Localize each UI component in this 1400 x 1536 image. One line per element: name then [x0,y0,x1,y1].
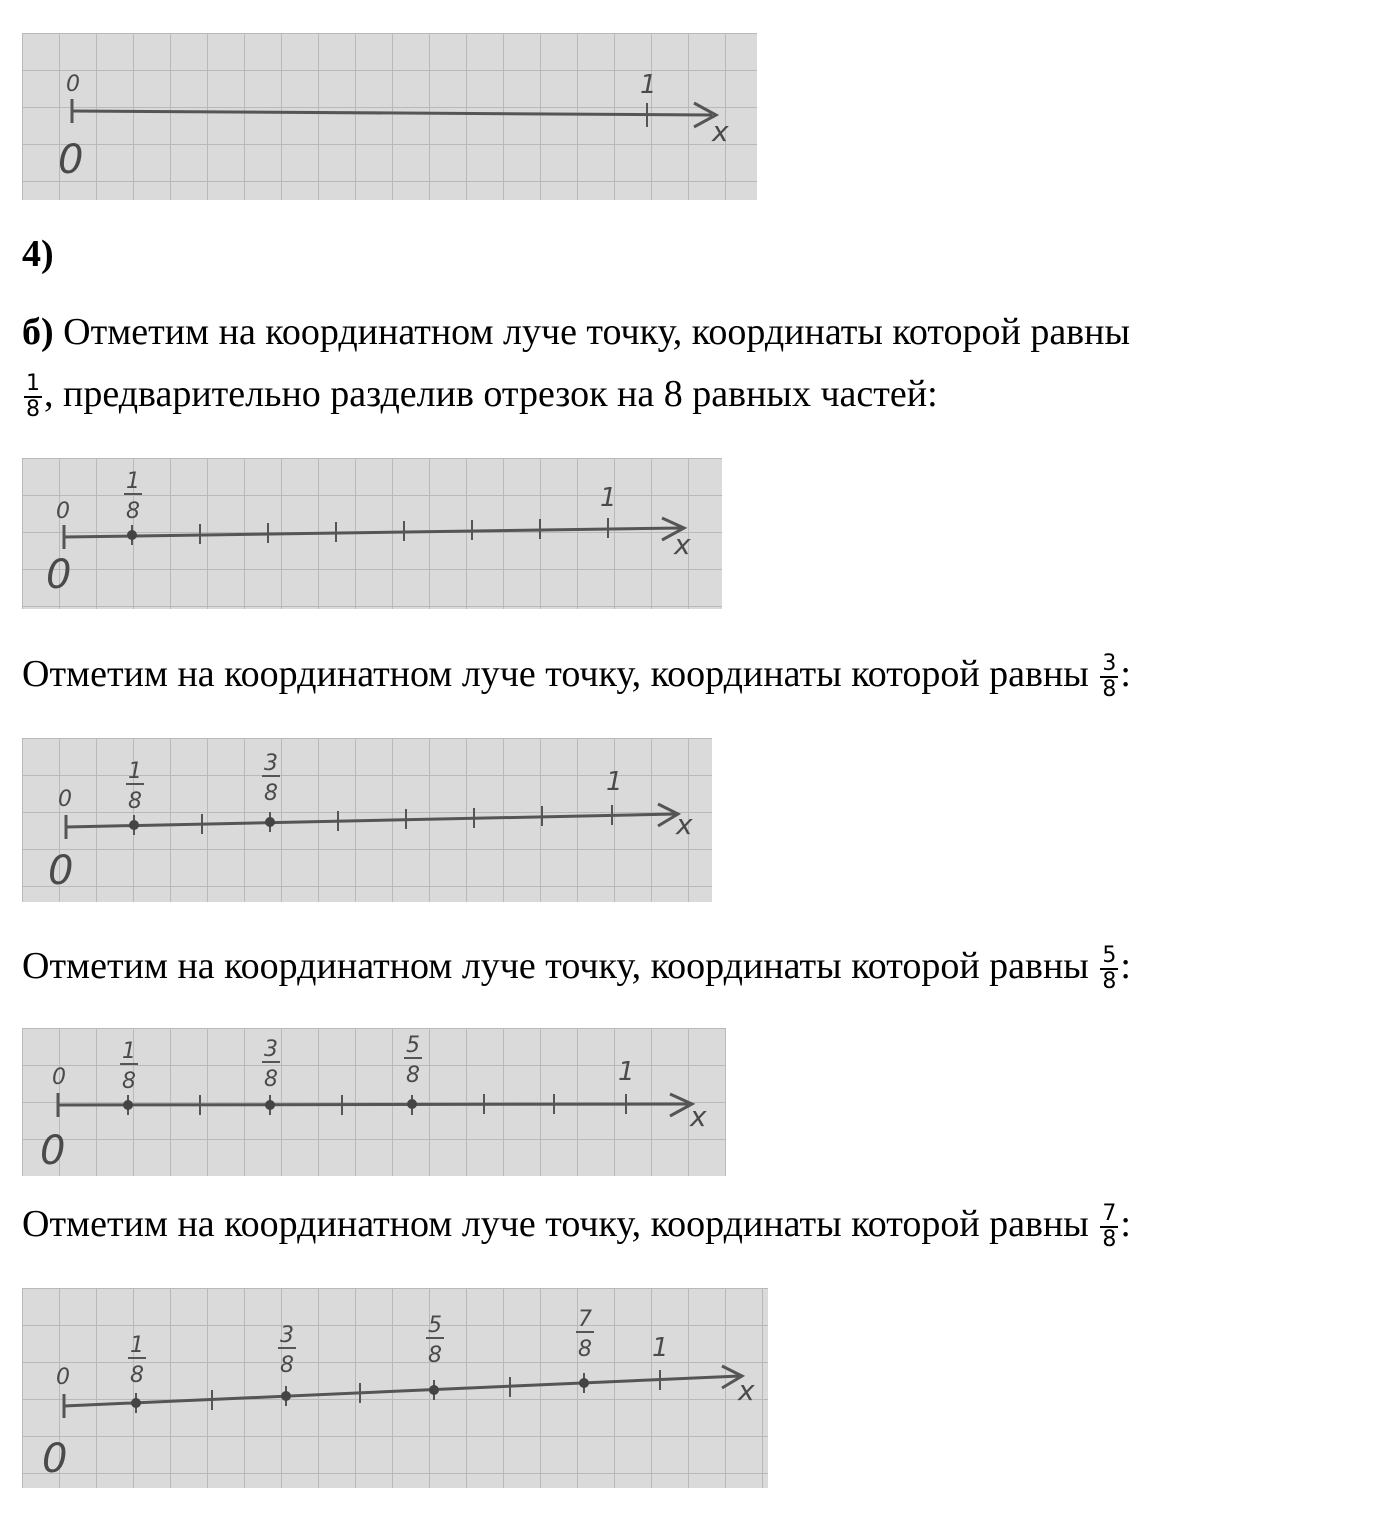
point-num-1: 1 [126,469,140,494]
origin-big-label: 0 [42,1436,68,1482]
axis-label: x [676,808,693,841]
origin-big-label: 0 [48,848,74,894]
instruction-5-8: Отметим на координатном луче точку, координаты которой равны $\frac{5}{8}$ : [22,943,1131,995]
fraction: $\frac{5}{8}$ [1102,943,1117,995]
origin-big-label: 0 [46,552,72,598]
number-line-drawing [22,738,712,902]
origin-big-label: 0 [40,1128,66,1174]
unit-label: 1 [606,767,623,797]
point-den-3: 8 [264,781,278,806]
origin-small-label: 0 [52,1065,66,1090]
origin-small-label: 0 [58,787,72,812]
point-den-5: 8 [428,1343,442,1368]
number-line-photo-2 [22,458,722,609]
fraction: $\frac{1}{8}$ [26,371,40,423]
number-line-photo-5 [22,1288,768,1488]
point-den-1: 8 [128,789,142,814]
number-line-drawing [22,1028,726,1176]
fraction: $\frac{7}{8}$ [1102,1201,1117,1253]
part-b-prefix: б) [22,311,54,353]
unit-label: 1 [652,1333,669,1363]
unit-label: 1 [600,483,617,513]
number-line-drawing [22,1288,768,1488]
point-num-1: 1 [130,1333,144,1358]
point-den-1: 8 [122,1069,136,1094]
point-num-7: 7 [578,1307,592,1332]
point-num-5: 5 [406,1033,420,1058]
unit-label: 1 [640,70,657,100]
part-b-text-after: , предварительно разделив отрезок на 8 равных частей: [44,373,938,415]
point-num-1: 1 [128,759,142,784]
instruction-3-8: Отметим на координатном луче точку, координаты которой равны $\frac{3}{8}$ : [22,651,1131,703]
number-line-drawing [22,33,757,200]
point-den-3: 8 [264,1067,278,1092]
number-line-photo-4 [22,1028,726,1176]
fraction: $\frac{3}{8}$ [1102,651,1117,703]
axis-label: x [674,528,691,561]
point-den-3: 8 [280,1353,294,1378]
point-num-1: 1 [122,1039,136,1064]
origin-small-label: 0 [66,72,80,97]
instruction-7-8: Отметим на координатном луче точку, координаты которой равны $\frac{7}{8}$ : [22,1201,1131,1253]
number-line-photo-3 [22,738,712,902]
part-b-line-1 [22,310,1130,354]
item-number: 4) [22,233,54,275]
point-den-1: 8 [126,499,140,524]
point-num-3: 3 [280,1323,294,1348]
axis-label: x [690,1100,707,1133]
point-den-7: 8 [578,1337,592,1362]
part-b-text: Отметим на координатном луче точку, координаты которой равны [63,311,1130,353]
point-den-5: 8 [406,1063,420,1088]
number-line-drawing [22,458,722,609]
origin-big-label: 0 [58,137,84,183]
axis-label: x [712,115,729,148]
origin-small-label: 0 [56,1365,70,1390]
number-line-photo-1 [22,33,757,200]
axis-label: x [738,1374,755,1407]
part-b-line-2 [22,372,938,422]
point-num-3: 3 [264,751,278,776]
origin-small-label: 0 [56,499,70,524]
point-num-5: 5 [428,1313,442,1338]
point-den-1: 8 [130,1363,144,1388]
unit-label: 1 [618,1057,635,1087]
point-num-3: 3 [264,1037,278,1062]
